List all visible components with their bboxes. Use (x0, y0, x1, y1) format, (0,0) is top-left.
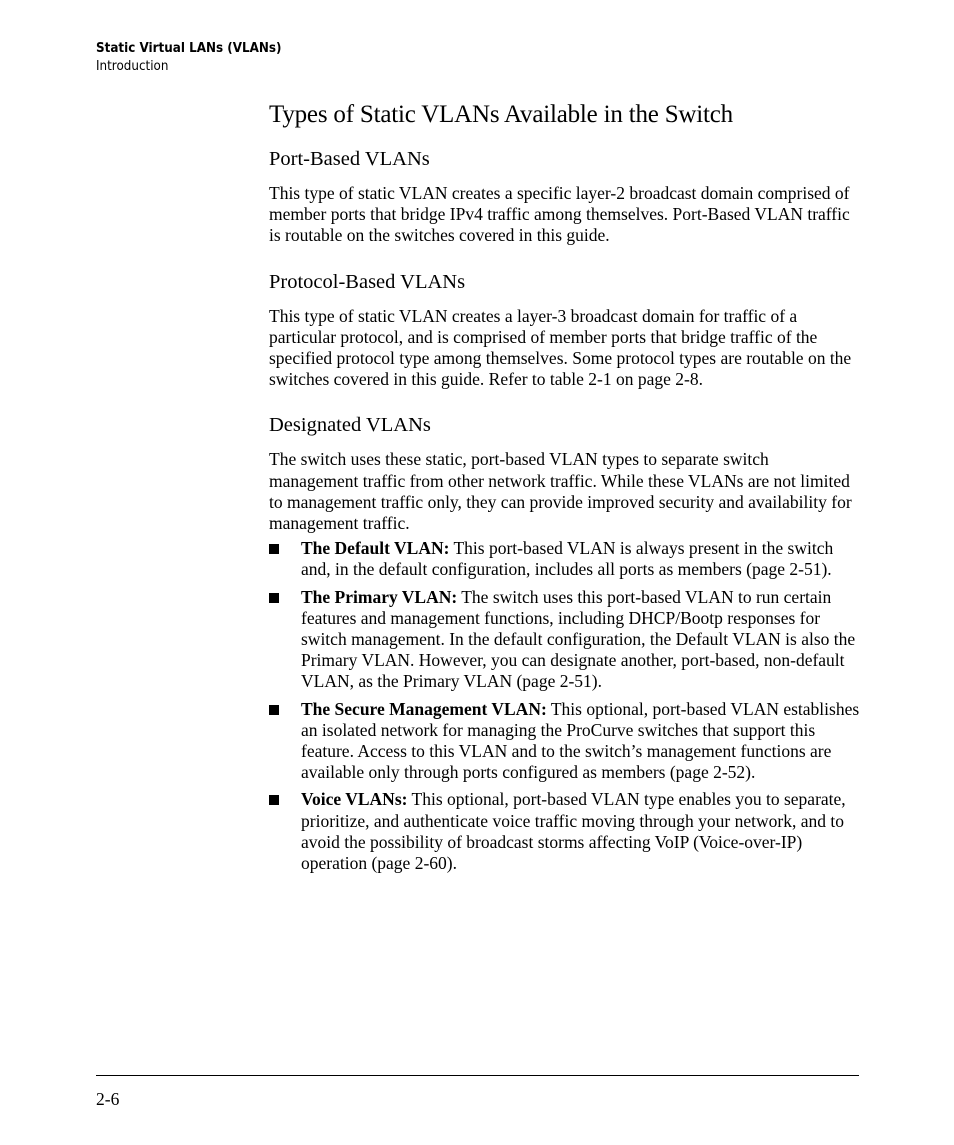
list-item-voice-vlans (269, 789, 861, 874)
designated-vlan-list (269, 538, 861, 874)
list-item-default-vlan (269, 538, 861, 580)
square-bullet-icon (269, 705, 279, 715)
footer-divider (96, 1075, 859, 1076)
term-secure-management-vlan: The Secure Management VLAN: (301, 698, 547, 719)
description-primary-vlan: The switch uses this port-based VLAN to run certain features and management functions, including DHCP/Bootp responses for switch management. In the default configuration, the Default VLAN is also the Primary VLAN. However, you can designate another, port-based, non-default VLAN, as the Primary VLAN (page 2-51). (301, 586, 856, 692)
description-default-vlan: This port-based VLAN is always present in the switch and, in the default configuration, includes all ports as members (page 2-51). (301, 538, 834, 580)
square-bullet-icon (269, 795, 279, 805)
description-secure-management-vlan: This optional, port-based VLAN establishes an isolated network for managing the ProCurve switches that support this feature. Access to this VLAN and to the switch’s management functions are available only through ports configured as members (page 2-52). (301, 698, 860, 783)
paragraph-port-based-vlans: This type of static VLAN creates a specific layer-2 broadcast domain comprised of member ports that bridge IPv4 traffic among themselves. Port-Based VLAN traffic is routable on the switches covered in this guide. (269, 183, 850, 246)
running-header (96, 40, 281, 76)
heading-protocol-based-vlans: Protocol-Based VLANs (269, 270, 466, 293)
square-bullet-icon (269, 544, 279, 554)
paragraph-protocol-based-vlans: This type of static VLAN creates a layer-3 broadcast domain for traffic of a particular protocol, and is comprised of member ports that bridge traffic of the specified protocol type among themselves. Some protocol types are routable on the switches covered in this guide. Refer to table 2-1 on page 2-8. (269, 305, 852, 390)
chapter-title: Static Virtual LANs (VLANs) (96, 41, 282, 56)
list-item-primary-vlan (269, 587, 861, 693)
term-voice-vlans: Voice VLANs: (301, 789, 408, 810)
heading-port-based-vlans: Port-Based VLANs (269, 148, 430, 170)
term-primary-vlan: The Primary VLAN: (301, 586, 458, 607)
page-title: Types of Static VLANs Available in the Switch (269, 101, 733, 128)
page-number: 2-6 (96, 1089, 120, 1109)
heading-designated-vlans: Designated VLANs (269, 414, 431, 437)
term-default-vlan: The Default VLAN: (301, 538, 450, 559)
list-item-secure-management-vlan (269, 699, 861, 784)
square-bullet-icon (269, 593, 279, 603)
section-title: Introduction (96, 59, 169, 74)
main-content (269, 100, 861, 880)
paragraph-designated-vlans: The switch uses these static, port-based VLAN types to separate switch management traffic from other network traffic. While these VLANs are not limited to management traffic only, they can provide improved security and availability for management traffic. (269, 449, 852, 534)
description-voice-vlans: This optional, port-based VLAN type enables you to separate, prioritize, and authenticate voice traffic moving through your network, and to avoid the possibility of broadcast storms affecting VoIP (Voice-over-IP) operation (page 2-60). (301, 789, 846, 874)
